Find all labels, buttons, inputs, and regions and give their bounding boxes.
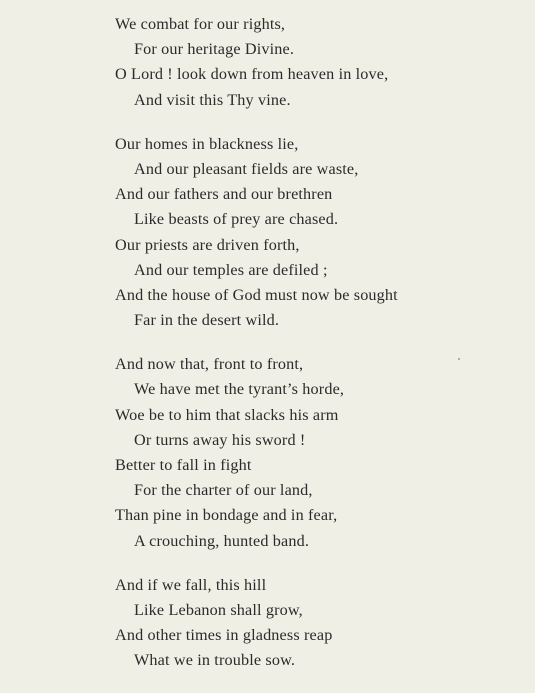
poem-line: Our priests are driven forth, xyxy=(115,235,300,254)
poem-line: O Lord ! look down from heaven in love, xyxy=(115,65,389,84)
poem-text xyxy=(115,12,515,693)
poem-line: And our pleasant fields are waste, xyxy=(134,159,359,178)
poem-line: For the charter of our land, xyxy=(134,481,313,500)
poem-line: What we in trouble sow. xyxy=(134,651,296,670)
poem-line: Far in the desert wild. xyxy=(134,311,280,330)
stanza-2 xyxy=(115,132,515,334)
poem-line: And if we fall, this hill xyxy=(115,575,267,594)
poem-line: A crouching, hunted band. xyxy=(134,531,310,550)
poem-line: And our fathers and our brethren xyxy=(115,185,333,204)
paper-speck xyxy=(458,358,460,360)
poem-line: Woe be to him that slacks his arm xyxy=(115,405,339,424)
stanza-3 xyxy=(115,352,515,554)
poem-line: Or turns away his sword ! xyxy=(134,430,306,449)
poem-line: And visit this Thy vine. xyxy=(134,90,291,109)
stanza-4 xyxy=(115,573,515,674)
poem-line: We combat for our rights, xyxy=(115,15,286,33)
poem-line: Better to fall in fight xyxy=(115,456,252,474)
poem-line: And now that, front to front, xyxy=(115,355,304,374)
stanza-1 xyxy=(115,12,515,113)
poem-line: We have met the tyrant’s horde, xyxy=(134,380,345,399)
poem-line: Like Lebanon shall grow, xyxy=(134,600,303,619)
poem-line: And other times in gladness reap xyxy=(115,626,333,645)
poem-line: Than pine in bondage and in fear, xyxy=(115,506,338,525)
poem-line: And our temples are defiled ; xyxy=(134,260,328,279)
poem-line: And the house of God must now be sought xyxy=(115,285,398,304)
poem-line: For our heritage Divine. xyxy=(134,40,295,59)
poem-line: Our homes in blackness lie, xyxy=(115,134,299,153)
poem-line: Like beasts of prey are chased. xyxy=(134,210,339,229)
